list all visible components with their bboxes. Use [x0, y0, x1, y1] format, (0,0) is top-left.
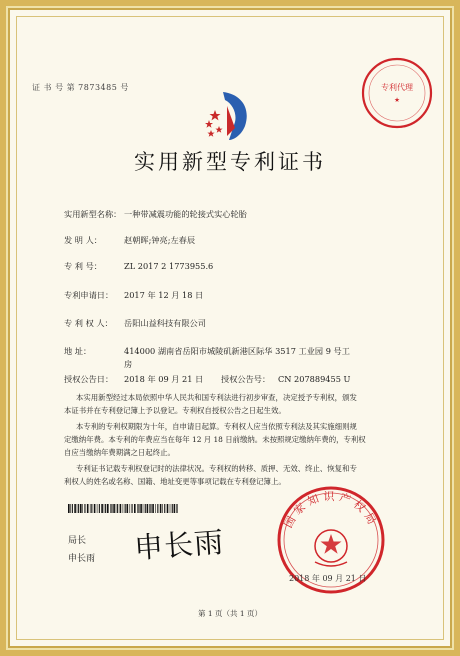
field-label: 发 明 人： [64, 235, 102, 245]
field-value-cont: 房 [124, 359, 133, 369]
certificate-title: 实用新型专利证书 [134, 150, 326, 174]
field-label: 地 址： [64, 346, 92, 356]
paragraph-line: 利权人的姓名或名称、国籍、地址变更等事项记载在专利登记簿上。 [64, 477, 286, 486]
page-number: 第 1 页（共 1 页） [197, 609, 263, 618]
field-label: 授权公告日： [64, 374, 114, 384]
director-title: 局长 [68, 536, 87, 546]
field-value: 2018 年 09 月 21 日 [124, 374, 204, 384]
paragraph-line: 本专利的专利权期限为十年，自申请日起算。专利权人应当依照专利法及其实施细则规 [76, 422, 357, 431]
cnipa-logo-icon [201, 86, 271, 142]
field-label: 专 利 号： [64, 261, 102, 271]
corner-stamp-mark: 专利代理 [381, 83, 413, 92]
paragraph-line: 专利证书记载专利权登记时的法律状况。专利权的转移、质押、无效、终止、恢复和专 [76, 464, 357, 473]
paragraph-line: 定缴纳年费。本专利的年费应当在每年 12 月 18 日前缴纳。未按照规定缴纳年费的，专利权 [64, 435, 366, 444]
seal-text: 国家知识产权局 [281, 490, 381, 531]
field-value: 2017 年 12 月 18 日 [124, 290, 204, 300]
field-value: 岳阳山益科技有限公司 [124, 318, 206, 328]
director-name: 申长雨 [68, 554, 96, 564]
paragraph-line: 本实用新型经过本局依照中华人民共和国专利法进行初步审查，决定授予专利权，颁发 [76, 393, 357, 402]
field-value: CN 207889455 U [278, 374, 351, 384]
corner-stamp [358, 54, 436, 132]
svg-text:国家知识产权局 [282, 490, 381, 530]
paragraph-line: 本证书并在专利登记簿上予以登记。专利权自授权公告之日起生效。 [64, 406, 286, 415]
field-label: 实用新型名称： [64, 209, 122, 219]
paragraph-line: 自应当缴纳年费期满之日起终止。 [64, 448, 175, 457]
field-label: 专利申请日： [64, 290, 114, 300]
certificate-number: 证 书 号 第 7873485 号 [32, 83, 129, 92]
field-value: 一种带减震功能的轮接式实心轮胎 [124, 209, 247, 219]
field-value: 赵朝晖;钟亮;左春辰 [124, 235, 196, 245]
field-value: ZL 2017 2 1773955.6 [124, 261, 214, 271]
svg-text:★: ★ [394, 96, 400, 104]
handwritten-signature: 申长雨 [133, 524, 226, 566]
field-label: 授权公告号： [221, 374, 271, 384]
field-value: 414000 湖南省岳阳市城陵矶新港区际华 3517 工业园 9 号工 [124, 346, 350, 356]
field-label: 专 利 权 人： [64, 318, 113, 328]
barcode [68, 504, 178, 513]
issue-date: 2018 年 09 月 21 日 [289, 574, 367, 583]
